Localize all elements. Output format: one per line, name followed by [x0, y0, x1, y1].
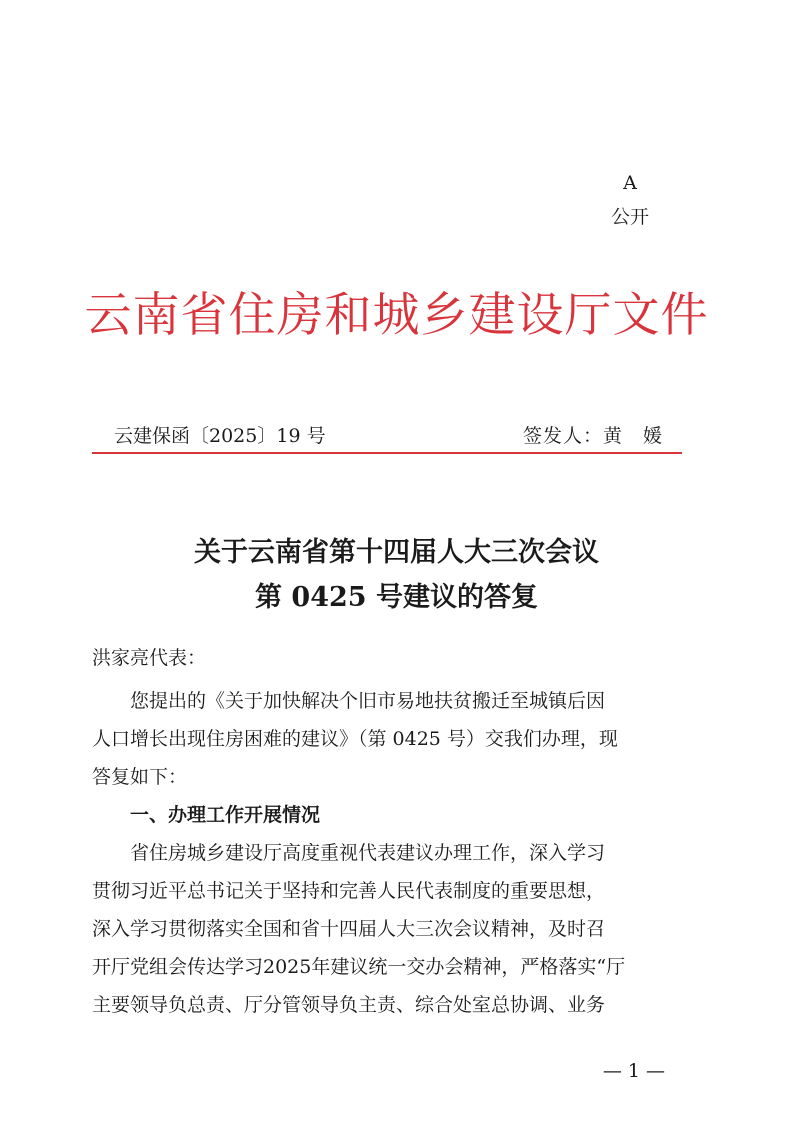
- signer: 签发人：黄 媛: [522, 425, 663, 447]
- page-number: — 1 —: [602, 1060, 665, 1082]
- salutation: 洪家亮代表：: [92, 647, 207, 669]
- classification-block: [600, 166, 660, 234]
- section-heading: 一、办理工作开展情况: [130, 804, 321, 826]
- paragraph-line: 深入学习贯彻落实全国和省十四届人大三次会议精神，及时召: [92, 918, 606, 940]
- paragraph-line: 人口增长出现住房困难的建议》（第 0425 号）交我们办理，现: [92, 728, 618, 750]
- issuer-heading: 云南省住房和城乡建设厅文件: [84, 288, 709, 343]
- red-divider-line: [92, 452, 682, 454]
- paragraph-line: 贯彻习近平总书记关于坚持和完善人民代表制度的重要思想，: [92, 880, 606, 902]
- paragraph-line: 您提出的《关于加快解决个旧市易地扶贫搬迁至城镇后因: [130, 690, 606, 712]
- document-title-line-2: 第 0425 号建议的答复: [255, 582, 538, 613]
- paragraph-line: 答复如下：: [92, 766, 188, 788]
- classification-label: 公开: [610, 206, 649, 228]
- classification-letter: A: [623, 172, 637, 194]
- paragraph-line: 省住房城乡建设厅高度重视代表建议办理工作，深入学习: [130, 842, 606, 864]
- document-number: 云建保函〔2025〕19 号: [114, 425, 326, 447]
- paragraph-line: 开厅党组会传达学习2025年建议统一交办会精神，严格落实“厅: [92, 956, 626, 978]
- document-title-line-1: 关于云南省第十四届人大三次会议: [194, 537, 599, 568]
- paragraph-line: 主要领导负总责、厅分管领导负主责、综合处室总协调、业务: [92, 994, 606, 1016]
